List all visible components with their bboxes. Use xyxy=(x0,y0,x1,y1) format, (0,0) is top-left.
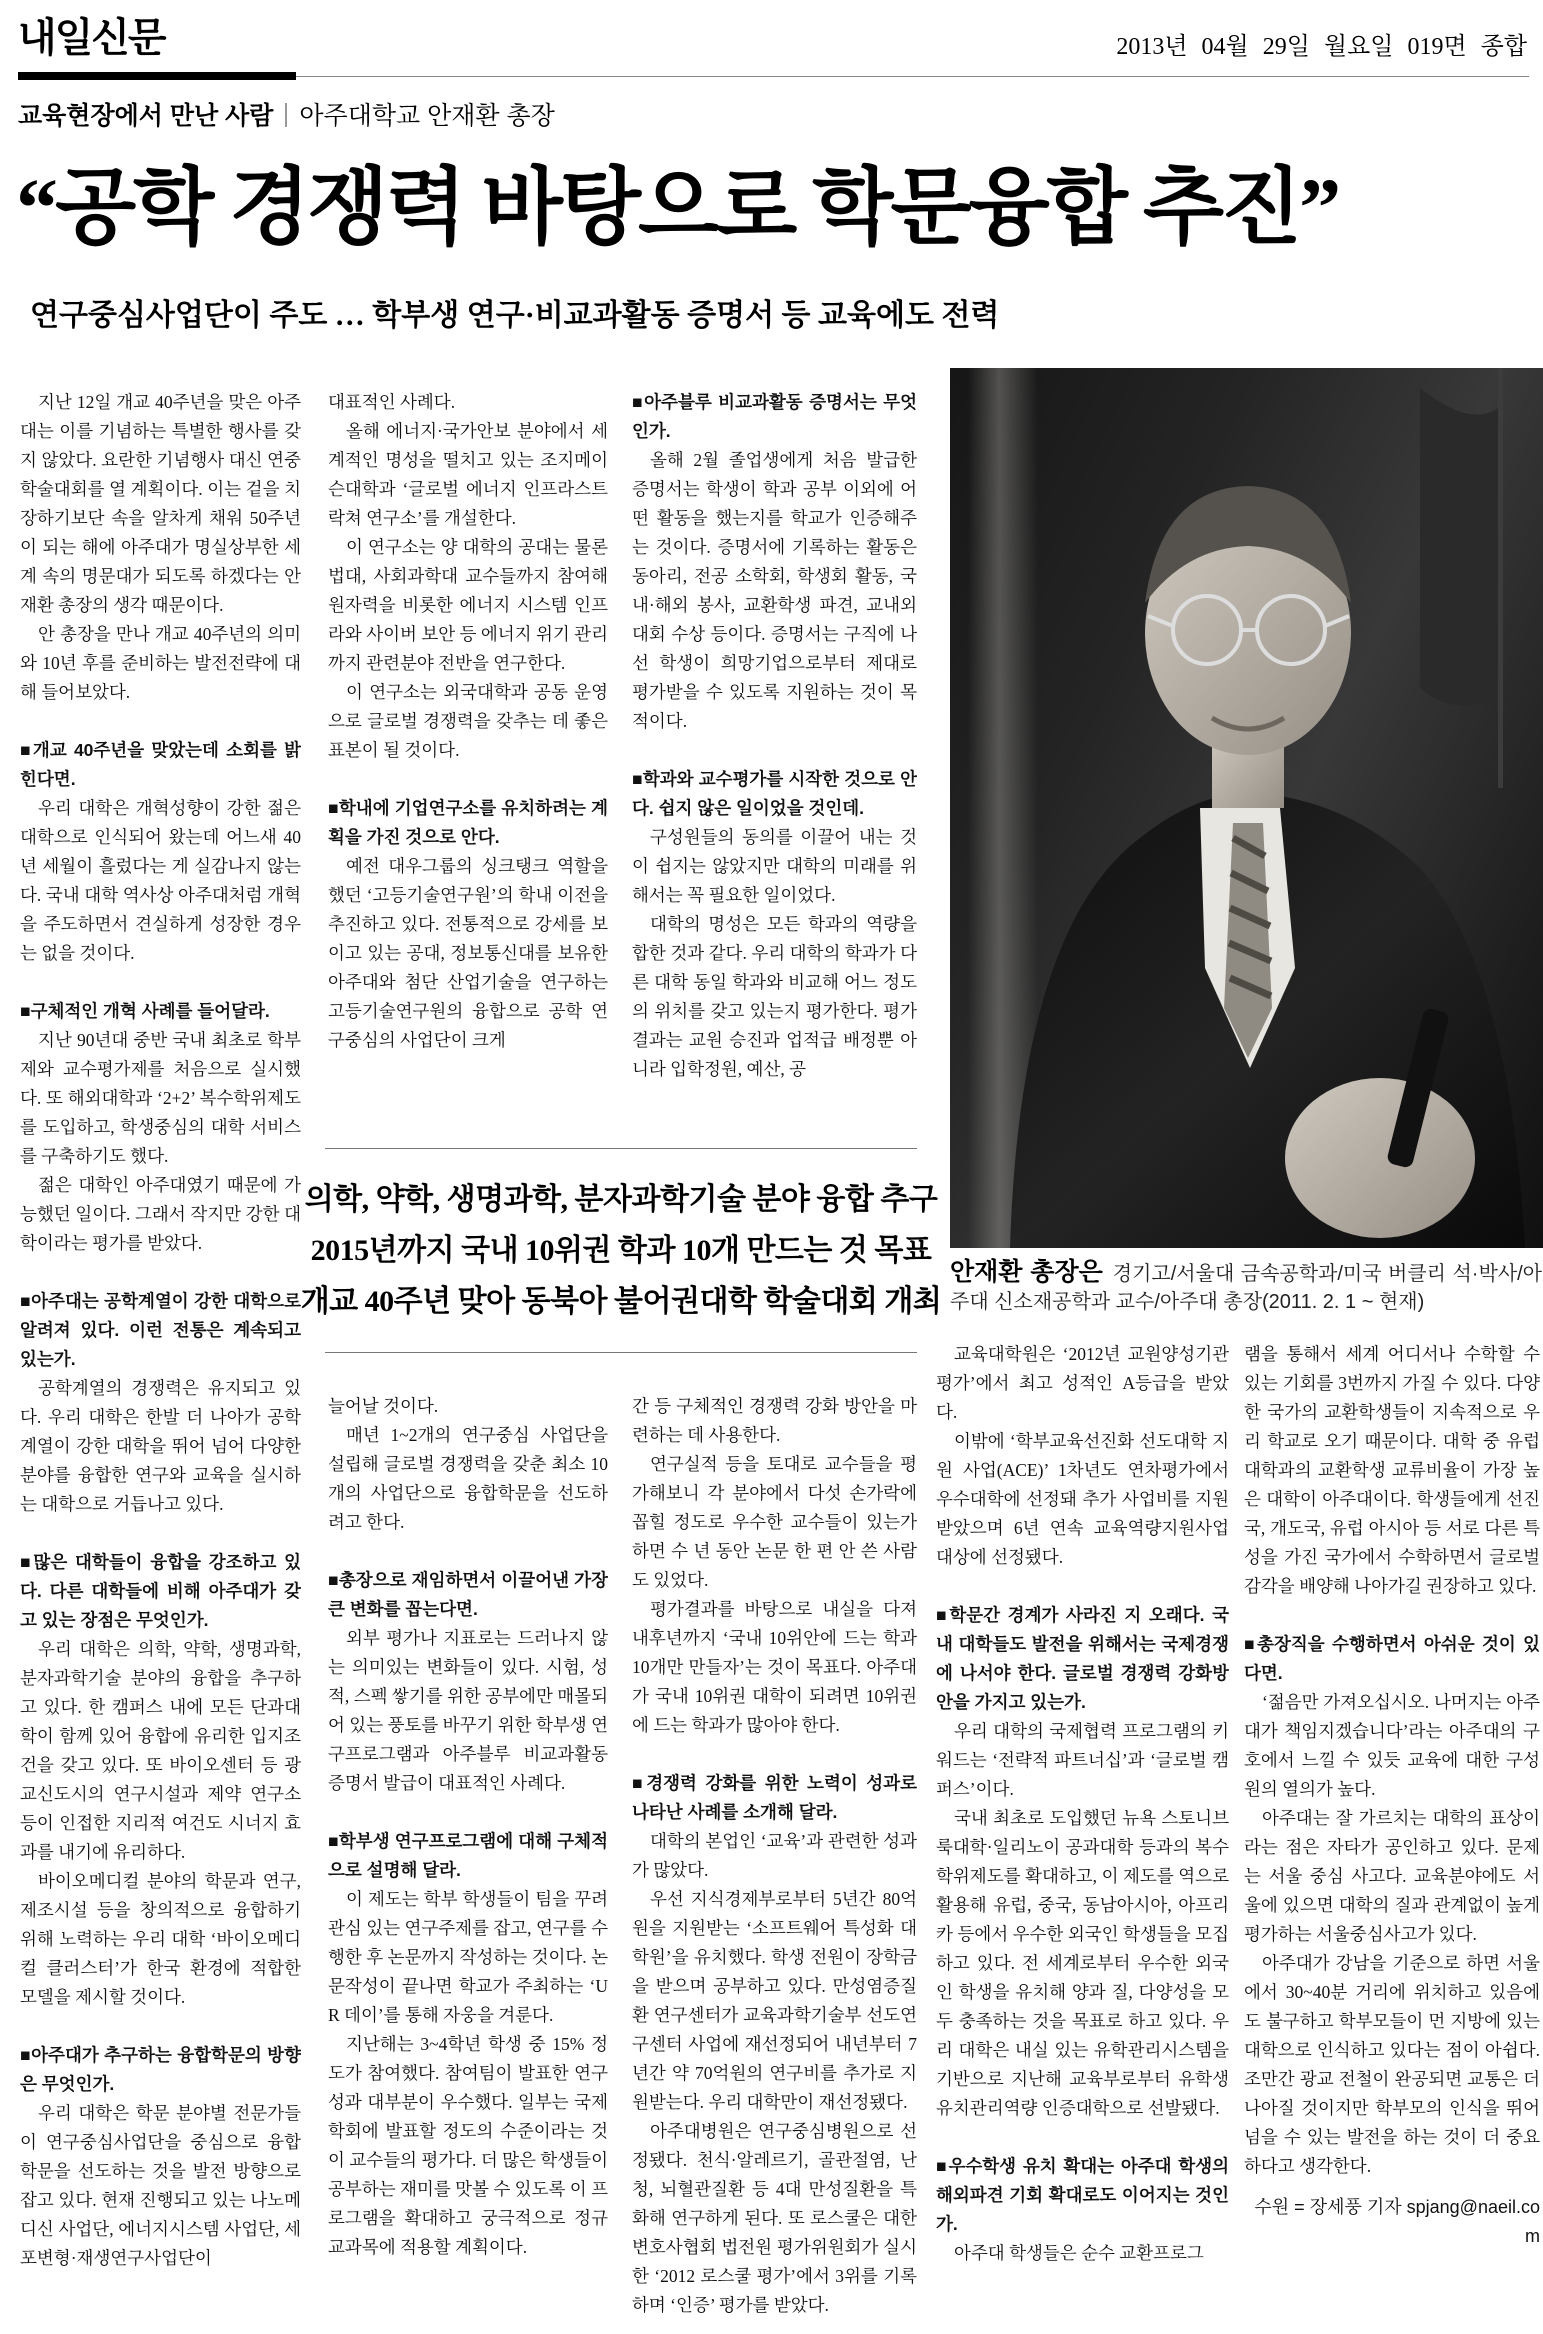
article-paragraph: 간 등 구체적인 경쟁력 강화 방안을 마련하는 데 사용한다. xyxy=(632,1396,917,1445)
kicker-divider xyxy=(285,103,287,127)
article-column-1 xyxy=(20,388,301,2330)
article-paragraph: 매년 1~2개의 연구중심 사업단을 설립해 글로벌 경쟁력을 갖춘 최소 10개의 사업단으로 융합학문을 선도하려고 한다. xyxy=(328,1425,608,1532)
pull-quote xyxy=(300,1148,942,1353)
interview-question: ■학내에 기업연구소를 유치하려는 계획을 가진 것으로 안다. xyxy=(328,798,608,847)
subheadline: 연구중심사업단이 주도 … 학부생 연구·비교과활동 증명서 등 교육에도 전력 xyxy=(30,299,1000,332)
interview-question: ■아주대는 공학계열이 강한 대학으로 알려져 있다. 이런 전통은 계속되고 있는가. xyxy=(20,1291,301,1369)
flag-pole xyxy=(1498,368,1503,788)
article-paragraph: 지난해는 3~4학년 학생 중 15% 정도가 참여했다. 참여팀이 발표한 연구성과 대부분이 우수했다. 일부는 국제 학회에 발표할 정도의 수준이라는 것이 교수들의 평가다. 더 많은 학생들이 공부하는 재미를 맛볼 수 있도록 이 프로그램을 확대하고 궁극적으로 정규 교과목에 적용할 계획이다. xyxy=(328,2034,608,2257)
article-paragraph: 이 연구소는 양 대학의 공대는 물론 법대, 사회과학대 교수들까지 참여해 원자력을 비롯한 에너지 시스템 인프라와 사이버 보안 등 에너지 위기 관리까지 관련분야 전반을 연구한다. xyxy=(328,537,608,673)
article-paragraph: ‘젊음만 가져오십시오. 나머지는 아주대가 책임지겠습니다’라는 아주대의 구호에서 느낄 수 있듯 교육에 대한 구성원의 열의가 높다. xyxy=(1244,1692,1540,1799)
article-paragraph: 우선 지식경제부로부터 5년간 80억원을 지원받는 ‘소프트웨어 특성화 대학원’을 유치했다. 학생 전원이 장학금을 받으며 공부하고 있다. 만성염증질환 연구센터가 교육과학기술부 선도연구센터 사업에 재선정되어 내년부터 7년간 약 70억원의 연구비를 추가로 지원받는다. 우리 대학만이 재선정됐다. xyxy=(632,1889,917,2112)
interview-question: ■아주블루 비교과활동 증명서는 무엇인가. xyxy=(632,392,917,441)
article-paragraph: 대학의 본업인 ‘교육’과 관련한 성과가 많았다. xyxy=(632,1831,917,1880)
article-paragraph: 교육대학원은 ‘2012년 교원양성기관 평가’에서 최고 성적인 A등급을 받았다. xyxy=(936,1344,1229,1422)
pull-quote-line-3: 개교 40주년 맞아 동북아 불어권대학 학술대회 개최 xyxy=(300,1285,942,1318)
article-paragraph: 우리 대학은 학문 분야별 전문가들이 연구중심사업단을 중심으로 융합학문을 선도하는 것을 발전 방향으로 잡고 있다. 현재 진행되고 있는 나노메디신 사업단, 에너지시스템 사업단, 세포변형·재생연구사업단이 xyxy=(20,2103,301,2268)
article-paragraph: 지난 90년대 중반 국내 최초로 학부제와 교수평가제를 처음으로 실시했다. 또 해외대학과 ‘2+2’ 복수학위제도를 도입하고, 학생중심의 대학 서비스를 구축하기도 했다. xyxy=(20,1030,301,1166)
top-rule-accent xyxy=(18,72,296,80)
president-photo xyxy=(950,368,1543,1248)
article-paragraph: 늘어날 것이다. xyxy=(328,1396,439,1416)
article-paragraph: 구성원들의 동의를 이끌어 내는 것이 쉽지는 않았지만 대학의 미래를 위해서는 꼭 필요한 일이었다. xyxy=(632,827,917,905)
article-paragraph: 공학계열의 경쟁력은 유지되고 있다. 우리 대학은 한발 더 나아가 공학계열이 강한 대학을 뛰어 넘어 다양한 분야를 융합한 연구와 교육을 실시하는 대학으로 거듭나고 있다. xyxy=(20,1378,301,1514)
interview-question: ■총장으로 재임하면서 이끌어낸 가장 큰 변화를 꼽는다면. xyxy=(328,1570,608,1619)
kicker-title: 아주대학교 안재환 총장 xyxy=(299,102,555,130)
article-paragraph: 이밖에 ‘학부교육선진화 선도대학 지원 사업(ACE)’ 1차년도 연차평가에서 우수대학에 선정돼 추가 사업비를 지원받았으며 6년 연속 교육역량지원사업 대상에 선정됐다. xyxy=(936,1431,1229,1567)
headline: “공학 경쟁력 바탕으로 학문융합 추진” xyxy=(16,162,1339,255)
pull-quote-line-1: 의학, 약학, 생명과학, 분자과학기술 분야 융합 추구 xyxy=(304,1183,938,1216)
interview-question: ■학과와 교수평가를 시작한 것으로 안다. 쉽지 않은 일이었을 것인데. xyxy=(632,769,917,818)
article-paragraph: 대학의 명성은 모든 학과의 역량을 합한 것과 같다. 우리 대학의 학과가 다른 대학 동일 학과와 비교해 어느 정도의 위치를 갖고 있는지 평가한다. 평가 결과는 교원 승진과 업적급 배정뿐 아니라 입학정원, 예산, 공 xyxy=(632,914,917,1079)
interview-question: ■구체적인 개혁 사례를 들어달라. xyxy=(20,1001,270,1021)
photo-caption xyxy=(950,1258,1542,1316)
caption-body: 경기고/서울대 금속공학과/미국 버클리 석·박사/아주대 신소재공학과 교수/아주대 총장(2011. 2. 1 ~ 현재) xyxy=(950,1263,1542,1313)
article-paragraph: 우리 대학은 의학, 약학, 생명과학, 분자과학기술 분야의 융합을 추구하고 있다. 한 캠퍼스 내에 모든 단과대학이 함께 있어 융합에 유리한 입지조건을 갖고 있다. 또 바이오센터 등 광교신도시의 연구시설과 제약 연구소 등이 인접한 지리적 여건도 시너지 효과를 내기에 유리하다. xyxy=(20,1639,301,1862)
interview-question: ■학부생 연구프로그램에 대해 구체적으로 설명해 달라. xyxy=(328,1831,608,1880)
flag xyxy=(1420,388,1498,706)
article-paragraph: 평가결과를 바탕으로 내실을 다져 내후년까지 ‘국내 10위안에 드는 학과 10개만 만들자’는 것이 목표다. 아주대가 국내 10위권 대학이 되려면 10위권에 드는 학과가 많아야 한다. xyxy=(632,1599,917,1735)
article-column-5 xyxy=(1244,1340,1540,2332)
article-paragraph: 아주대는 잘 가르치는 대학의 표상이라는 점은 자타가 공인하고 있다. 문제는 서울 중심 사고다. 교육분야에도 서울에 있으면 대학의 질과 관계없이 높게 평가하는 서울중심사고가 있다. xyxy=(1244,1808,1540,1944)
article-paragraph: 아주대 학생들은 순수 교환프로그 xyxy=(954,2243,1204,2263)
interview-question: ■학문간 경계가 사라진 지 오래다. 국내 대학들도 발전을 위해서는 국제경쟁에 나서야 한다. 글로벌 경쟁력 강화방안을 가지고 있는가. xyxy=(936,1605,1229,1712)
article-paragraph: 아주대병원은 연구중심병원으로 선정됐다. 천식·알레르기, 골관절염, 난청, 뇌혈관질환 등 4대 만성질환을 특화해 연구하게 된다. 또 로스쿨은 대한변호사협회 법전원 평가위원회가 실시한 ‘2012 로스쿨 평가’에서 3위를 기록하며 ‘인증’ 평가를 받았다. xyxy=(632,2121,917,2315)
article-paragraph: 올해 2월 졸업생에게 처음 발급한 증명서는 학생이 학과 공부 이외에 어떤 활동을 했는지를 학교가 인증해주는 것이다. 증명서에 기록하는 활동은 동아리, 전공 소학회, 학생회 활동, 국내·해외 봉사, 교환학생 파견, 교내외 대회 수상 등이다. 증명서는 구직에 나선 학생이 희망기업으로부터 제대로 평가받을 수 있도록 지원하는 것이 목적이다. xyxy=(632,450,917,731)
interview-question: ■경쟁력 강화를 위한 노력이 성과로 나타난 사례를 소개해 달라. xyxy=(632,1773,917,1822)
article-paragraph: 안 총장을 만나 개교 40주년의 의미와 10년 후를 준비하는 발전전략에 대해 들어보았다. xyxy=(20,624,301,702)
portrait-illustration xyxy=(950,368,1543,1248)
pull-quote-line-2: 2015년까지 국내 10위권 학과 10개 만드는 것 목표 xyxy=(310,1234,932,1267)
article-column-3-upper xyxy=(632,388,917,1144)
article-paragraph: 예전 대우그룹의 싱크탱크 역할을 했던 ‘고등기술연구원’의 학내 이전을 추진하고 있다. 전통적으로 강세를 보이고 있는 공대, 정보통신대를 보유한 아주대와 첨단 산업기술을 연구하는 고등기술연구원의 융합으로 공학 연구중심의 사업단이 크게 xyxy=(328,856,608,1050)
kicker-label: 교육현장에서 만난 사람 xyxy=(18,102,274,130)
article-paragraph: 우리 대학의 국제협력 프로그램의 키워드는 ‘전략적 파트너십’과 ‘글로벌 캠퍼스’이다. xyxy=(936,1721,1229,1799)
article-paragraph: 바이오메디컬 분야의 학문과 연구, 제조시설 등을 창의적으로 융합하기 위해 노력하는 우리 대학 ‘바이오메디컬 클러스터’가 한국 환경에 적합한 모델을 제시할 것이다. xyxy=(20,1871,301,2007)
article-paragraph: 젊은 대학인 아주대였기 때문에 가능했던 일이다. 그래서 작지만 강한 대학이라는 평가를 받았다. xyxy=(20,1175,301,1253)
article-paragraph: 연구실적 등을 토대로 교수들을 평가해보니 각 분야에서 다섯 손가락에 꼽힐 정도로 우수한 교수들이 있는가 하면 수 년 동안 논문 한 편 안 쓴 사람도 있었다. xyxy=(632,1454,917,1590)
article-paragraph: 이 제도는 학부 학생들이 팀을 꾸려 관심 있는 연구주제를 잡고, 연구를 수행한 후 논문까지 작성하는 것이다. 논문작성이 끝나면 학교가 주최하는 ‘UR 데이’를 통해 자웅을 겨룬다. xyxy=(328,1889,608,2025)
kicker xyxy=(18,96,555,132)
article-paragraph: 대표적인 사례다. xyxy=(328,392,456,412)
interview-question: ■개교 40주년을 맞았는데 소회를 밝힌다면. xyxy=(20,740,301,789)
article-paragraph: 램을 통해서 세계 어디서나 수학할 수 있는 기회를 3번까지 가질 수 있다. 다양한 국가의 교환학생들이 지속적으로 우리 학교로 오기 때문이다. 대학 중 유럽대학과의 교환학생 교류비율이 가장 높은 대학이 아주대이다. 학생들에게 선진국, 개도국, 유럽 아시아 등 서로 다른 특성을 가진 국가에서 수학하면서 글로벌 감각을 배양해 나아가길 권장하고 있다. xyxy=(1244,1344,1540,1596)
caption-lead: 안재환 총장은 xyxy=(950,1258,1103,1286)
article-column-4 xyxy=(936,1340,1229,2332)
dateline: 2013년 04월 29일 월요일 019면 종합 xyxy=(1116,34,1527,60)
article-paragraph: 아주대가 강남을 기준으로 하면 서울에서 30~40분 거리에 위치하고 있음에도 불구하고 학부모들이 먼 지방에 있는 대학으로 인식하고 있다는 점이 아쉽다. 조만간 광교 전철이 완공되면 교통은 더 나아질 것이지만 학부모의 인식을 뛰어넘을 수 있는 발전을 하는 것이 더 중요하다고 생각한다. xyxy=(1244,1953,1540,2176)
article-paragraph: 올해 에너지·국가안보 분야에서 세계적인 명성을 떨치고 있는 조지메이슨대학과 ‘글로벌 에너지 인프라스트락쳐 연구소’를 개설한다. xyxy=(328,421,608,528)
article-paragraph: 국내 최초로 도입했던 뉴욕 스토니브룩대학·일리노이 공과대학 등과의 복수학위제도를 확대하고, 이 제도를 역으로 활용해 유럽, 중국, 동남아시아, 아프리카 등에서 우수한 외국인 학생들을 모집하고 있다. 전 세계로부터 우수한 외국인 학생을 유치해 양과 질, 다양성을 모두 충족하는 것을 목표로 하고 있다. 우리 대학은 내실 있는 유학관리시스템을 기반으로 지난해 교육부로부터 유학생유치관리역량 인증대학으로 선발됐다. xyxy=(936,1808,1229,2118)
article-column-3-lower xyxy=(632,1392,917,2332)
article-column-2-upper xyxy=(328,388,608,1144)
interview-question: ■많은 대학들이 융합을 강조하고 있다. 다른 대학들에 비해 아주대가 갖고 있는 장점은 무엇인가. xyxy=(20,1552,301,1630)
reporter-byline: 수원 = 장세풍 기자 spjang@naeil.com xyxy=(1254,2197,1540,2246)
interview-question: ■아주대가 추구하는 융합학문의 방향은 무엇인가. xyxy=(20,2045,301,2094)
masthead-logo: 내일신문 xyxy=(18,16,165,60)
article-paragraph: 우리 대학은 개혁성향이 강한 젊은 대학으로 인식되어 왔는데 어느새 40년 세월이 흘렀다는 게 실감나지 않는다. 국내 대학 역사상 아주대처럼 개혁을 주도하면서 견실하게 성장한 경우는 없을 것이다. xyxy=(20,798,301,963)
article-column-2-lower xyxy=(328,1392,608,2332)
article-paragraph: 지난 12일 개교 40주년을 맞은 아주대는 이를 기념하는 특별한 행사를 갖지 않았다. 요란한 기념행사 대신 연중 학술대회를 열 계획이다. 이는 겉을 치장하기보단 속을 알차게 채워 50주년이 되는 해에 아주대가 명실상부한 세계 속의 명문대가 되도록 하겠다는 안재환 총장의 생각 때문이다. xyxy=(20,392,301,615)
interview-question: ■우수학생 유치 확대는 아주대 학생의 해외파견 기회 확대로도 이어지는 것인가. xyxy=(936,2156,1229,2234)
interview-question: ■총장직을 수행하면서 아쉬운 것이 있다면. xyxy=(1244,1634,1540,1683)
article-paragraph: 이 연구소는 외국대학과 공동 운영으로 글로벌 경쟁력을 갖추는 데 좋은 표본이 될 것이다. xyxy=(328,682,608,760)
hand xyxy=(1285,1078,1475,1238)
article-paragraph: 외부 평가나 지표로는 드러나지 않는 의미있는 변화들이 있다. 시험, 성적, 스펙 쌓기를 위한 공부에만 매몰되어 있는 풍토를 바꾸기 위한 학부생 연구프로그램과 아주블루 비교과활동 증명서 발급이 대표적인 사례다. xyxy=(328,1628,608,1793)
